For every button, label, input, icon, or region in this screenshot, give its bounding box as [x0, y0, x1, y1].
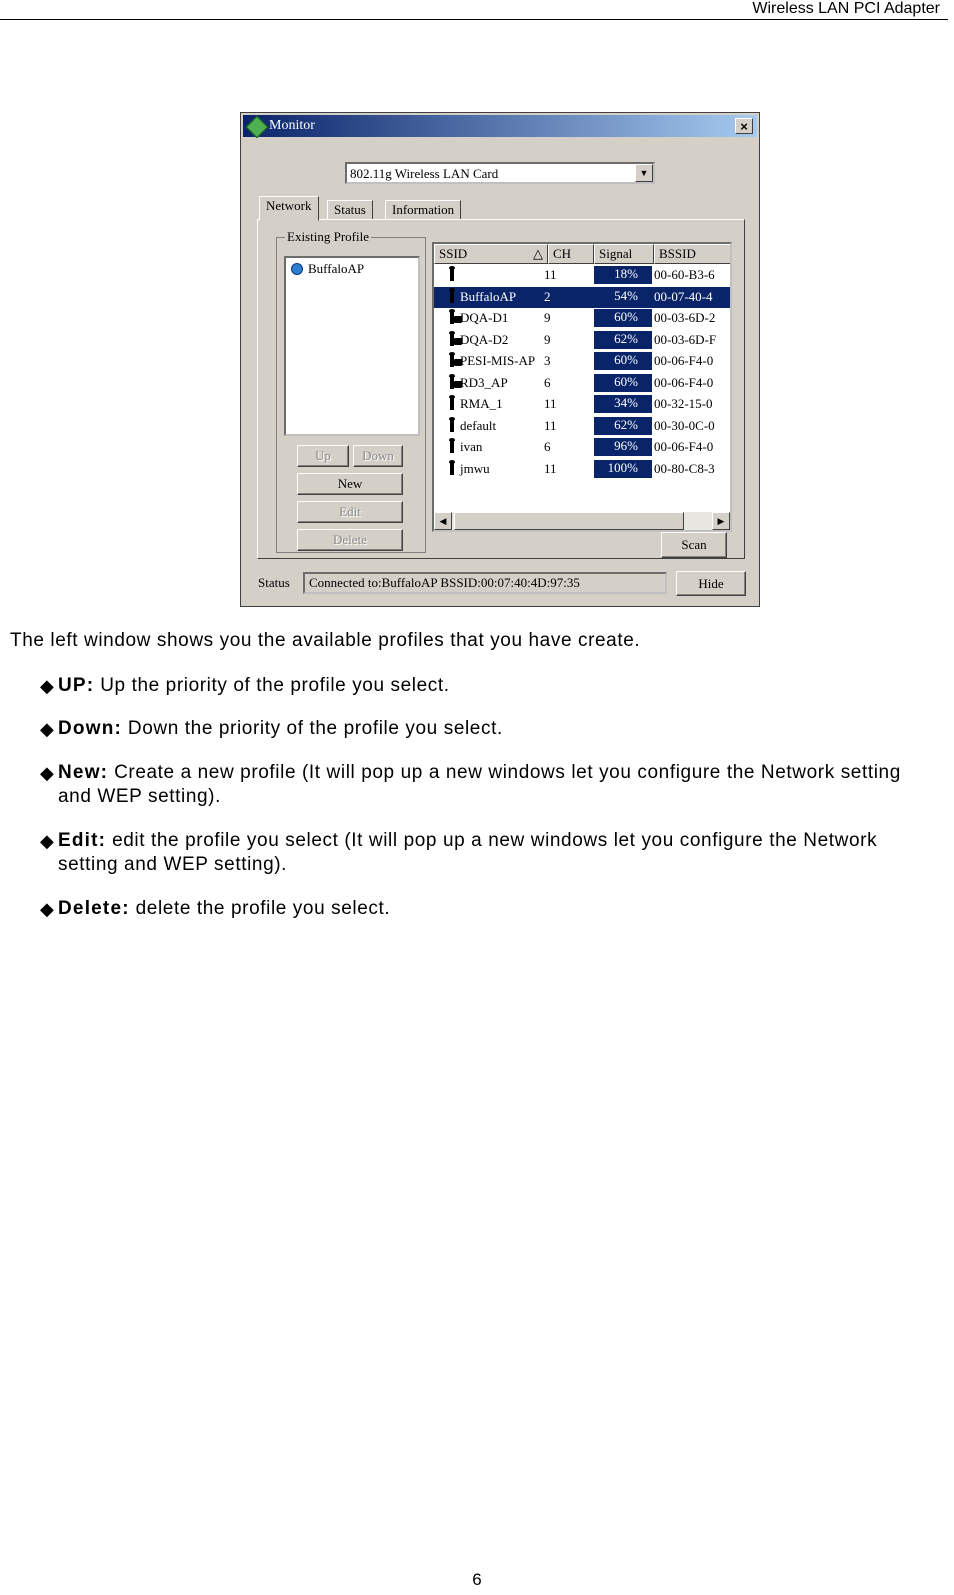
network-signal: 96% — [594, 438, 652, 456]
bullet-desc: Up the priority of the profile you select. — [94, 675, 450, 696]
antenna-icon — [450, 441, 454, 453]
network-row[interactable] — [434, 287, 730, 308]
tab-status[interactable]: Status — [327, 200, 373, 220]
network-ssid: RD3_AP — [460, 374, 508, 390]
network-bssid: 00-30-0C-0 — [654, 417, 715, 433]
window-title: Monitor — [269, 118, 315, 133]
network-list[interactable] — [432, 242, 732, 532]
ap-icon — [438, 289, 460, 305]
network-signal: 60% — [594, 352, 652, 370]
new-button[interactable]: New — [297, 473, 403, 495]
monitor-app-icon — [246, 116, 269, 139]
network-signal: 62% — [594, 331, 652, 349]
network-ssid: default — [460, 417, 497, 433]
delete-button[interactable]: Delete — [297, 529, 403, 551]
bssid-column-header[interactable]: BSSID — [654, 244, 732, 264]
page-number: 6 — [472, 1570, 482, 1589]
up-button[interactable]: Up — [297, 445, 349, 467]
bullet-desc: Create a new profile (It will pop up a new windows let you configure the Network setting and WEP setting). — [58, 762, 901, 807]
antenna-icon — [450, 398, 454, 410]
ssid-header-label: SSID — [439, 246, 468, 261]
network-channel: 11 — [544, 396, 557, 411]
network-row[interactable] — [434, 351, 730, 372]
network-signal: 60% — [594, 309, 652, 327]
signal-column-header[interactable]: Signal — [594, 244, 654, 264]
profile-icon — [291, 263, 303, 275]
ap-icon — [438, 461, 460, 477]
network-signal: 62% — [594, 417, 652, 435]
network-row[interactable] — [434, 373, 730, 394]
ch-column-header[interactable]: CH — [548, 244, 594, 264]
bullet-diamond-icon: ◆ — [40, 763, 55, 783]
bullet-diamond-icon: ◆ — [40, 676, 55, 696]
bullet-term: UP: — [58, 675, 95, 696]
tab-information[interactable]: Information — [385, 200, 461, 220]
network-ssid: BuffaloAP — [460, 288, 517, 304]
network-bssid: 00-32-15-0 — [654, 396, 713, 411]
ap-icon — [438, 439, 460, 455]
bullet-term: Delete: — [58, 898, 130, 919]
page-header — [0, 0, 948, 20]
network-row[interactable] — [434, 265, 730, 286]
network-ssid: PESI-MIS-AP — [460, 353, 536, 368]
ap-icon — [438, 418, 460, 434]
antenna-icon — [450, 463, 454, 475]
horizontal-scrollbar[interactable] — [434, 512, 730, 530]
network-ssid: DQA-D2 — [460, 331, 509, 347]
header-title: Wireless LAN PCI Adapter — [752, 0, 940, 17]
network-tab-panel — [257, 219, 745, 559]
network-bssid: 00-06-F4-0 — [654, 439, 714, 454]
network-row[interactable] — [434, 459, 730, 480]
network-channel: 3 — [544, 353, 551, 368]
ap-icon — [438, 267, 460, 283]
antenna-icon — [450, 269, 454, 281]
edit-button[interactable]: Edit — [297, 501, 403, 523]
network-row[interactable] — [434, 416, 730, 437]
scroll-right-icon[interactable]: ▶ — [712, 512, 730, 530]
network-bssid: 00-03-6D-2 — [654, 310, 716, 325]
hide-button[interactable]: Hide — [676, 571, 746, 596]
network-row[interactable] — [434, 437, 730, 458]
existing-profile-label: Existing Profile — [287, 229, 369, 244]
network-channel: 6 — [544, 439, 551, 454]
network-channel: 11 — [544, 267, 557, 282]
network-signal: 34% — [594, 395, 652, 413]
bullet-diamond-icon: ◆ — [40, 831, 55, 851]
scroll-thumb[interactable] — [454, 512, 684, 530]
down-button[interactable]: Down — [353, 445, 403, 467]
status-label: Status — [258, 575, 290, 590]
bullet-diamond-icon: ◆ — [40, 899, 55, 919]
ap-icon — [438, 396, 460, 412]
network-signal: 54% — [594, 288, 652, 306]
profile-list[interactable] — [284, 256, 420, 436]
network-ssid: RMA_1 — [460, 396, 503, 411]
antenna-icon — [450, 420, 454, 432]
network-signal: 100% — [594, 460, 652, 478]
antenna-icon — [450, 291, 454, 303]
bullet-desc: Down the priority of the profile you select. — [122, 718, 503, 739]
profile-item[interactable]: BuffaloAP — [308, 261, 365, 276]
title-bar — [243, 115, 757, 137]
network-bssid: 00-03-6D-F — [654, 331, 717, 347]
close-button[interactable]: × — [735, 118, 753, 134]
chevron-down-icon[interactable]: ▼ — [635, 164, 653, 182]
bullet-term: Edit: — [58, 830, 107, 851]
monitor-window — [240, 112, 760, 607]
tab-network[interactable]: Network — [259, 196, 319, 221]
network-channel: 11 — [544, 460, 557, 476]
network-ssid: jmwu — [460, 460, 490, 476]
adapter-select-value: 802.11g Wireless LAN Card — [350, 166, 499, 181]
bullet-desc: delete the profile you select. — [129, 898, 391, 919]
network-channel: 2 — [544, 288, 551, 304]
network-bssid: 00-60-B3-6 — [654, 267, 715, 282]
sort-ascending-icon: △ — [533, 246, 543, 261]
network-row[interactable] — [434, 330, 730, 351]
network-bssid: 00-06-F4-0 — [654, 374, 714, 390]
network-ssid: ivan — [460, 439, 483, 454]
secured-ap-icon — [438, 310, 460, 326]
network-row[interactable] — [434, 394, 730, 415]
existing-profile-group — [276, 229, 426, 553]
network-bssid: 00-80-C8-3 — [654, 460, 715, 476]
bullet-term: New: — [58, 762, 109, 783]
bullet-term: Down: — [58, 718, 123, 739]
network-row[interactable] — [434, 308, 730, 329]
ssid-column-header[interactable] — [434, 244, 548, 264]
adapter-select[interactable] — [345, 162, 655, 184]
network-channel: 9 — [544, 331, 551, 347]
network-signal: 60% — [594, 374, 652, 392]
secured-ap-icon — [438, 332, 460, 348]
network-channel: 9 — [544, 310, 551, 325]
network-signal: 18% — [594, 266, 652, 284]
network-bssid: 00-06-F4-0 — [654, 353, 714, 368]
status-field: Connected to:BuffaloAP BSSID:00:07:40:4D:97:35 — [303, 572, 667, 594]
intro-text: The left window shows you the available profiles that you have create. — [10, 630, 641, 651]
network-list-header — [434, 244, 732, 264]
network-channel: 11 — [544, 417, 557, 433]
scroll-left-icon[interactable]: ◀ — [434, 512, 452, 530]
network-bssid: 00-07-40-4 — [654, 288, 713, 304]
secured-ap-icon — [438, 375, 460, 391]
bullet-diamond-icon: ◆ — [40, 719, 55, 739]
scan-button[interactable]: Scan — [661, 532, 727, 558]
secured-ap-icon — [438, 353, 460, 369]
network-channel: 6 — [544, 374, 551, 390]
network-ssid: DQA-D1 — [460, 310, 509, 325]
bullet-desc: edit the profile you select (It will pop up a new windows let you configure the Network setting and WEP setting). — [58, 830, 878, 875]
